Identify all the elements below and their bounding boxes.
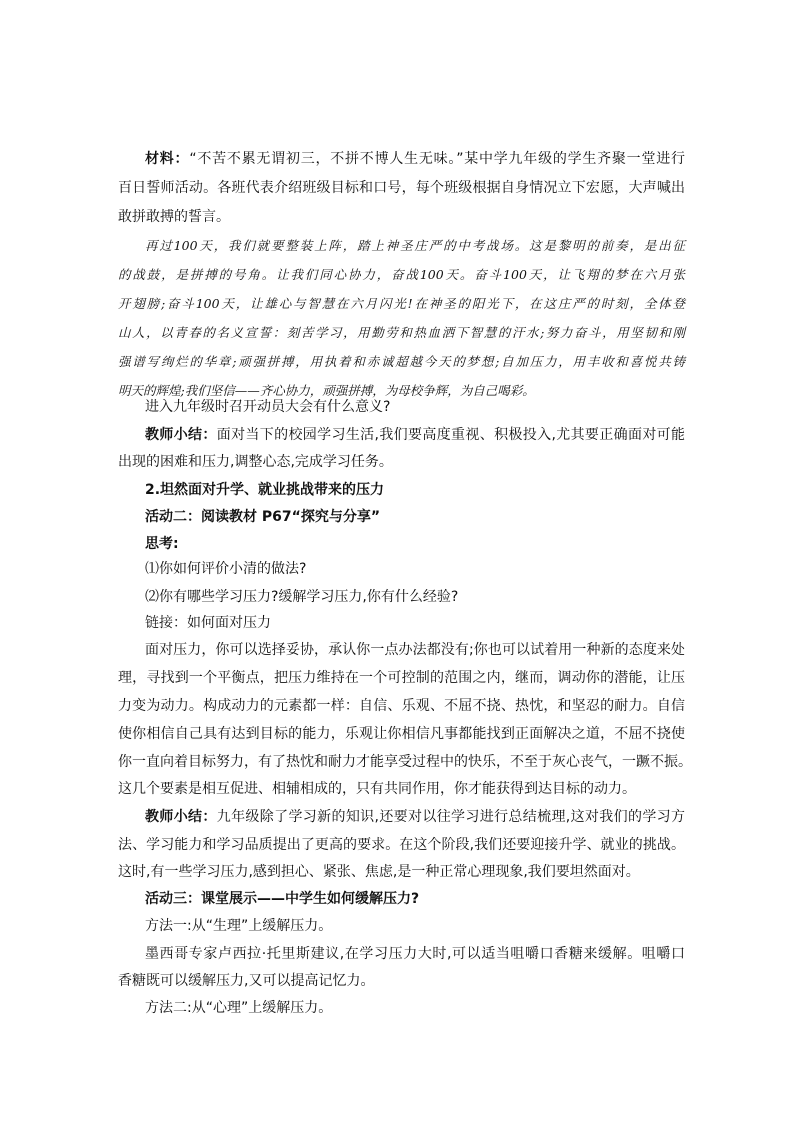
- material-line-2: 百日誓师活动。各班代表介绍班级目标和口号，每个班级根据自身情况立下宏愿，大声喊出: [118, 180, 685, 196]
- activity-3-title: 活动三：课堂展示——中学生如何缓解压力?: [145, 891, 420, 907]
- summary1-text-1: 面对当下的校园学习生活,我们要高度重视、积极投入,尤其要正确面对可能: [216, 427, 686, 443]
- link-text-4: 使你相信自己具有达到目标的能力，乐观让你相信凡事都能找到正面解决之道，不屈不挠使: [118, 726, 685, 742]
- think-question-2: ⑵你有哪些学习压力?缓解学习压力,你有什么经验?: [145, 589, 459, 605]
- quote-line-4: 山人，以青春的名义宣誓：刻苦学习，用勤劳和热血洒下智慧的汗水;努力奋斗，用坚韧和刚: [118, 325, 685, 340]
- think-label: 思考:: [145, 536, 179, 552]
- link-text-2: 理，寻找到一个平衡点，把压力维持在一个可控制的范围之内，继而，调动你的潜能，让压: [118, 670, 685, 686]
- summary2-line-1: [145, 808, 685, 826]
- quote-line-1: 再过100天，我们就要整装上阵，踏上神圣庄严的中考战场。这是黎明的前奏，是出征: [145, 238, 685, 253]
- link-text-6: 这几个要素是相互促进、相辅相成的，只有共同作用，你才能获得到达目标的动力。: [118, 781, 636, 797]
- method1-text-2: 香糖既可以缓解压力,又可以提高记忆力。: [118, 973, 375, 989]
- link-text-5: 你一直向着目标努力，有了热忱和耐力才能享受过程中的快乐，不至于灰心丧气，一蹶不振。: [118, 754, 692, 770]
- summary1-label: 教师小结：: [145, 427, 217, 443]
- summary1-line-2: 出现的困难和压力,调整心态,完成学习任务。: [118, 454, 393, 470]
- question-1: 进入九年级时召开动员大会有什么意义?: [145, 399, 391, 415]
- link-text-3: 力变为动力。构成动力的元素都一样：自信、乐观、不屈不挠、热忱，和坚忍的耐力。自信: [118, 698, 685, 714]
- quote-line-2: 的战鼓，是拼搏的号角。让我们同心协力，奋战100天。奋斗100天，让飞翔的梦在六月张: [118, 267, 685, 282]
- material-line-3: 敢拼敢搏的誓言。: [118, 209, 230, 225]
- method1-text-1: 墨西哥专家卢西拉·托里斯建议,在学习压力大时,可以适当咀嚼口香糖来缓解。咀嚼口: [145, 946, 685, 962]
- summary1-line-1: [145, 426, 685, 444]
- material-intro-1: “不苦不累无谓初三，不拼不博人生无味。”某中学九年级的学生齐聚一堂进行: [189, 151, 685, 167]
- summary2-text-1: 九年级除了学习新的知识,还要对以往学习进行总结梳理,这对我们的学习方: [216, 809, 686, 825]
- quote-line-6: 明天的辉煌;我们坚信——齐心协力，顽强拼搏，为母校争辉，为自己喝彩。: [118, 383, 535, 398]
- think-question-1: ⑴你如何评价小清的做法?: [145, 561, 307, 577]
- method-1: 方法一:从“生理”上缓解压力。: [145, 918, 333, 934]
- link-text-1: 面对压力，你可以选择妥协，承认你一点办法都没有;你也可以试着用一种新的态度来处: [145, 642, 685, 658]
- link-label: 链接：如何面对压力: [145, 615, 271, 631]
- section-2-title: 2.坦然面对升学、就业挑战带来的压力: [145, 482, 385, 498]
- quote-line-3: 开翅膀;奋斗100天，让雄心与智慧在六月闪光!在神圣的阳光下，在这庄严的时刻，全体登: [118, 296, 685, 311]
- method-2: 方法二:从“心理”上缓解压力。: [145, 1000, 333, 1016]
- activity-2-title: 活动二：阅读教材 P67“探究与分享”: [145, 509, 381, 525]
- quote-line-5: 强谱写绚烂的华章;顽强拼搏，用执着和赤诚超越今天的梦想;自加压力，用丰收和喜悦共铸: [118, 354, 685, 369]
- summary2-line-3: 这时,有一些学习压力,感到担心、紧张、焦虑,是一种正常心理现象,我们要坦然面对。: [118, 864, 640, 880]
- summary2-label: 教师小结：: [145, 809, 217, 825]
- material-line-1: [145, 150, 685, 168]
- summary2-line-2: 法、学习能力和学习品质提出了更高的要求。在这个阶段,我们还要迎接升学、就业的挑战。: [118, 837, 685, 853]
- material-label: 材料：: [145, 151, 190, 167]
